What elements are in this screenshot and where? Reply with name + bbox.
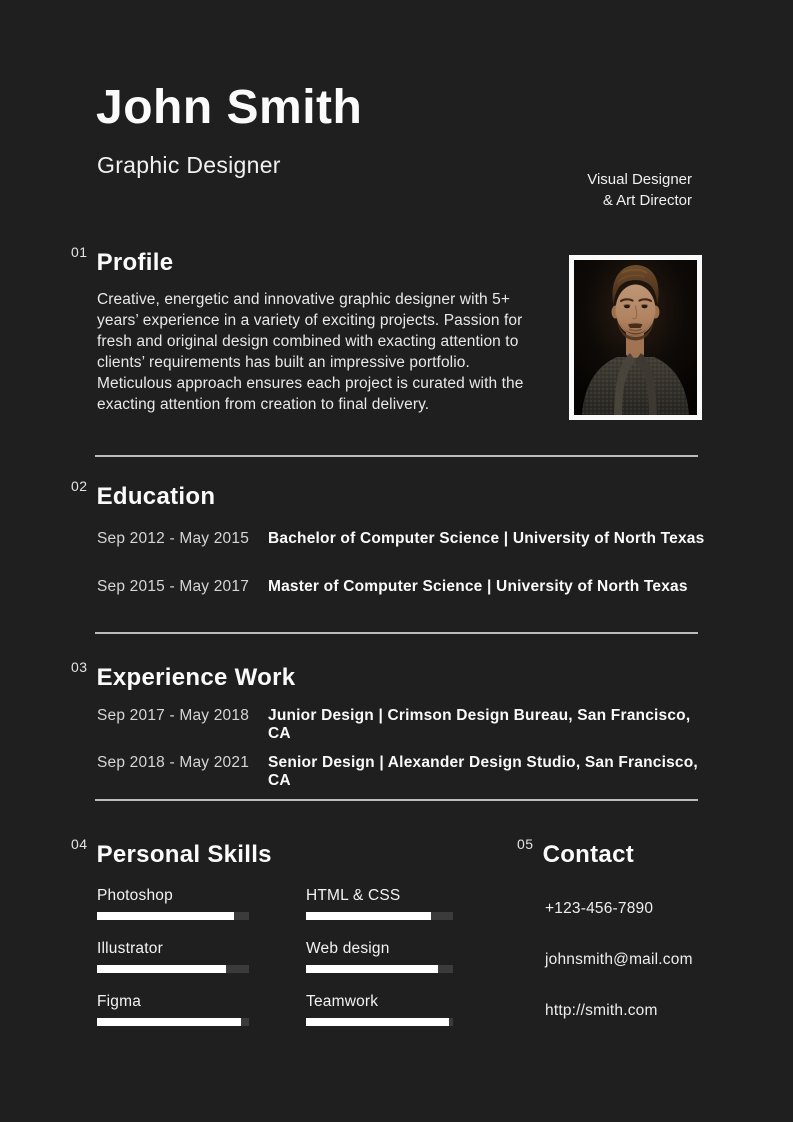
experience-row — [97, 707, 717, 743]
section-title: Profile — [96, 249, 174, 276]
education-row — [97, 530, 717, 548]
experience-position: Junior Design | Crimson Design Bureau, San Francisco, CA — [268, 707, 691, 742]
section-title: Education — [96, 483, 216, 510]
education-dates: Sep 2012 - May 2015 — [97, 530, 250, 547]
education-degree: Master of Computer Science | University of North Texas — [268, 578, 688, 595]
divider — [95, 632, 698, 634]
contact-email[interactable]: johnsmith@mail.com — [545, 951, 693, 968]
skill-label: Web design — [306, 940, 390, 957]
tagline-line-2: & Art Director — [602, 192, 692, 209]
skill-label: Figma — [97, 993, 142, 1010]
skill-bar-fill — [306, 1018, 449, 1026]
education-degree: Bachelor of Computer Science | University of North Texas — [268, 530, 705, 547]
skill-item — [306, 940, 453, 973]
contact-phone: +123-456-7890 — [545, 900, 654, 917]
skill-label: HTML & CSS — [306, 887, 401, 904]
experience-dates: Sep 2018 - May 2021 — [97, 754, 250, 771]
skill-bar — [306, 1018, 453, 1026]
skills-column-right — [306, 887, 453, 1046]
section-number: 04 — [71, 836, 88, 852]
person-name: John Smith — [96, 81, 363, 134]
experience-position: Senior Design | Alexander Design Studio, San Francisco, CA — [268, 754, 698, 789]
skills-column-left — [97, 887, 249, 1046]
tagline — [587, 169, 692, 211]
section-title: Contact — [542, 841, 635, 868]
skill-bar — [306, 912, 453, 920]
profile-section-heading — [71, 244, 173, 275]
portrait-illustration — [574, 260, 697, 415]
education-row — [97, 578, 717, 596]
contact-section-heading — [517, 836, 634, 867]
skill-bar-fill — [97, 965, 226, 973]
experience-section-heading — [71, 659, 295, 690]
experience-row — [97, 754, 717, 790]
skill-label: Photoshop — [97, 887, 173, 904]
skill-label: Illustrator — [97, 940, 163, 957]
section-number: 03 — [71, 659, 88, 675]
person-job-title: Graphic Designer — [97, 152, 281, 178]
divider — [95, 799, 698, 801]
skill-bar — [306, 965, 453, 973]
contact-website[interactable]: http://smith.com — [545, 1002, 658, 1019]
skill-bar-fill — [97, 1018, 241, 1026]
skill-bar — [97, 1018, 249, 1026]
skill-item — [306, 887, 453, 920]
skill-item — [97, 940, 249, 973]
skill-bar — [97, 912, 249, 920]
skills-section-heading — [71, 836, 272, 867]
section-title: Personal Skills — [96, 841, 272, 868]
skill-bar-fill — [306, 912, 431, 920]
contact-list — [545, 900, 693, 1020]
tagline-line-1: Visual Designer — [587, 171, 692, 188]
experience-dates: Sep 2017 - May 2018 — [97, 707, 250, 724]
section-number: 01 — [71, 244, 88, 260]
section-number: 05 — [517, 836, 534, 852]
section-title: Experience Work — [96, 664, 296, 691]
skill-bar-fill — [306, 965, 438, 973]
skill-bar — [97, 965, 249, 973]
education-dates: Sep 2015 - May 2017 — [97, 578, 250, 595]
divider — [95, 455, 698, 457]
portrait-photo — [569, 255, 702, 420]
skill-bar-fill — [97, 912, 234, 920]
skill-label: Teamwork — [306, 993, 379, 1010]
education-section-heading — [71, 478, 215, 509]
skill-item — [97, 887, 249, 920]
profile-summary-text: Creative, energetic and innovative graphic designer with 5+ years’ experience in a variety of exciting projects. Passion for fresh and original design combined with exacting attention to clients’ requirements has built an impressive portfolio. Meticulous approach ensures each project is curated with the exacting attention from creation to final delivery. — [97, 291, 524, 413]
section-number: 02 — [71, 478, 88, 494]
skill-item — [97, 993, 249, 1026]
skill-item — [306, 993, 453, 1026]
